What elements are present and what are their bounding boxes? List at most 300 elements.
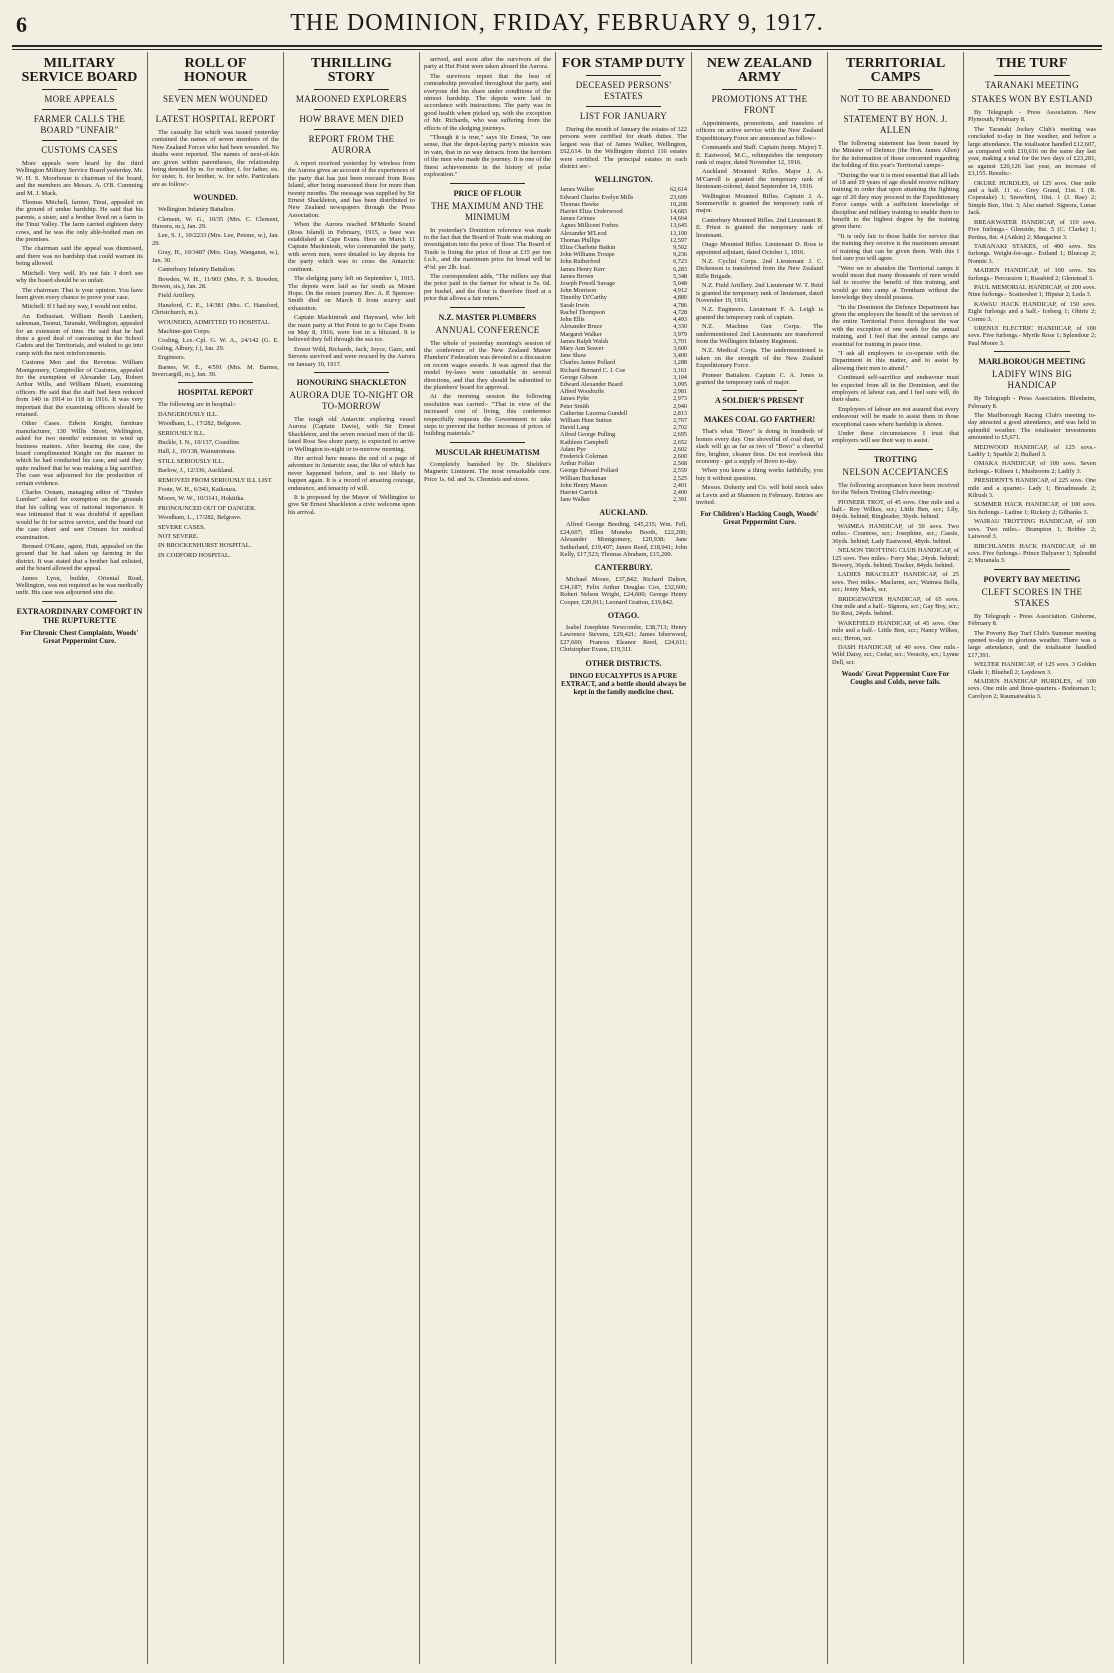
subhead: TARANAKI MEETING	[985, 80, 1079, 90]
list-item: Foote, W. H., 6/343, Kaikoura.	[158, 486, 237, 494]
estate-name: John Morrison	[560, 287, 597, 295]
estate-name: David Lang	[560, 424, 590, 432]
estate-row	[560, 273, 687, 280]
section-heading: POVERTY BAY MEETING	[983, 574, 1081, 584]
paragraph: Continued self-sacrifice and endeavour must be expected from all in the Dominion, and the employers of labour can, and I feel sure will, do their share.	[832, 374, 959, 404]
headline: TERRITORIAL CAMPS	[845, 56, 946, 85]
paragraph: The following acceptances have been received for the Nelson Trotting Club's meeting:-	[832, 481, 959, 497]
paragraph: James Lyon, builder, Oriental Road, Wellington, was not required as he was medically unfit. His case was adjourned sine die.	[16, 574, 143, 597]
list-item: Barlow, J., 12/336, Auckland.	[158, 467, 234, 475]
column-continued	[420, 52, 556, 1664]
race-result: PAUL MEMORIAL HANDICAP, of 200 sovs. Nine furlongs.- Scattershot 1; Hipstar 2; Leda 3.	[968, 283, 1096, 299]
estate-name: James Henry Kerr	[560, 265, 606, 273]
article-body	[696, 428, 823, 506]
headline: MILITARY SERVICE BOARD	[21, 56, 138, 85]
kicker: STAKES WON BY ESTLAND	[971, 94, 1093, 104]
paragraph: N.Z. Machine Gun Corps. The undermentioned 2nd Lieutenants are transferred from the Wellington Infantry Regiment.	[696, 323, 823, 345]
estate-value: 5,348	[673, 272, 687, 280]
estate-value: 3,979	[673, 330, 687, 338]
kicker: LATEST HOSPITAL REPORT	[155, 114, 276, 124]
kicker: STATEMENT BY HON. J. ALLEN	[843, 114, 948, 135]
list-item: IN BROCKENHURST HOSPITAL.	[158, 542, 252, 550]
estate-row	[560, 201, 687, 208]
estate-value: 12,597	[669, 236, 687, 244]
paragraph: N.Z. Engineers. Lieutenant F. A. Leigh is granted the temporary rank of captain.	[696, 306, 823, 321]
list-item: PRONOUNCED OUT OF DANGER.	[158, 504, 256, 512]
paragraph: Alfred George Beeding, £45,235; Wm. Fell, £24,607; Ellen Moneko Booth, £22,200; Alexander Montgomery, £20,938; Jane Sutherland, £19,407; James Reed, £18,941; John Kelly, £17,523; Thomas Abraham, £15,200.	[560, 521, 687, 558]
race-result: MAIDEN HANDICAP HURDLES, of 100 sovs. One mile and three-quarters.- Bodesman 1; Carolyon 2; Raumaiwahia 3.	[968, 677, 1096, 700]
paragraph: The survivors report that the best of comradeship prevailed throughout the party, and everyone did his share under conditions of the utmost hardship. The depots were laid in accordance with instructions. The party was in good health when picked up, with the exception of Mr. Richards, who was suffering from the effects of the sledging journeys.	[424, 72, 551, 132]
estate-name: Alexander M'Leod	[560, 229, 607, 237]
estate-value: 2,391	[673, 496, 687, 504]
paragraph: Otago Mounted Rifles. Lieutenant D. Ross is appointed adjutant, dated October 1, 1916.	[696, 241, 823, 256]
list-item: SEVERE CASES.	[158, 523, 206, 531]
estate-value: 2,813	[673, 409, 687, 417]
estate-name: Agnes Millicent Forbes	[560, 222, 619, 230]
paragraph: WAIMEA HANDICAP, of 50 sovs. Two miles.- Countess, scr.; Josephine, scr.; Cassie, 36yds. behind; Lady Eastwood, 48yds. behind.	[832, 522, 959, 545]
list-item: Bowden, W. H., 11/903 (Mrs. F. S. Bowden, Bowen, sis.), Jan. 28.	[152, 275, 279, 290]
kicker: NELSON ACCEPTANCES	[842, 466, 949, 477]
paragraph: Completely banished by Dr. Sheldon's Magnetic Liniment. The most remarkable cure. Price 1s. 6d. and 3s. Chemists and stores.	[424, 460, 551, 483]
estate-value: 2,940	[673, 402, 687, 410]
estate-value: 2,525	[673, 474, 687, 482]
estate-row	[560, 482, 687, 489]
column-stamp-duty	[556, 52, 692, 1664]
newspaper-columns	[12, 52, 1102, 1664]
estate-row	[560, 367, 687, 374]
paragraph: It is proposed by the Mayor of Wellington to give Sir Ernest Shackleton a civic welcome upon his arrival.	[288, 494, 415, 516]
estate-name: Thomas Phillips	[560, 236, 601, 244]
estate-value: 2,559	[673, 467, 687, 475]
section-heading: OTAGO.	[607, 611, 640, 621]
estate-name: James Grimes	[560, 215, 595, 223]
estate-name: Charles James Pollard	[560, 359, 615, 367]
estate-name: Peter Smith	[560, 402, 590, 410]
estate-list	[560, 186, 687, 503]
paragraph: The sledging party left on September 1, 1915. The depots were laid as far south as Mount Hope. On the return journey Rev. A. P. Spencer-Smith died on March 8 from scurvy and exhaustion.	[288, 275, 415, 312]
estate-value: 19,208	[669, 200, 687, 208]
list-item: REMOVED FROM SERIOUSLY ILL LIST.	[158, 476, 273, 484]
paragraph: Mitchell: Very well. It's not fair. I don't see why the board should be so unfair.	[16, 269, 143, 285]
paragraph: By Telegraph - Press Association. New Plymouth, February 8.	[968, 109, 1096, 124]
section-heading: WELLINGTON.	[594, 175, 653, 185]
estate-row	[560, 489, 687, 496]
column-nz-army	[692, 52, 828, 1664]
paragraph: During the month of January the estates of 322 persons were certified for death duties. The largest was that of James Walker, Wellington, £62,614. In the Wellington district 116 estates were certified. The principal estates in each district are:-	[560, 126, 687, 171]
paragraph: When you know a thing works faithfully, you buy it without question.	[696, 467, 823, 482]
column-the-turf	[964, 52, 1100, 1664]
kicker: LIST FOR JANUARY	[579, 111, 668, 121]
estate-value: 2,973	[673, 395, 687, 403]
subhead: DECEASED PERSONS' ESTATES	[575, 80, 672, 101]
estate-row	[560, 280, 687, 287]
estate-value: 2,400	[673, 488, 687, 496]
estate-value: 62,614	[669, 186, 687, 194]
estate-row	[560, 338, 687, 345]
section-heading: WOUNDED.	[193, 193, 238, 203]
column-thrilling-story	[284, 52, 420, 1664]
advertisement: For Children's Hacking Cough, Woods' Great Peppermint Cure.	[700, 510, 819, 527]
paragraph: In yesterday's Dominion reference was made to the fact that the Board of Trade was making an investigation into the price of flour. The Board of Trade is fixing the price of flour at £15 per ton f.o.b., and the maximum price for bread will be 4½d. per 2lb. loaf.	[424, 226, 551, 271]
list-item: Wellington Infantry Battalion.	[158, 206, 236, 214]
race-result: BIRCHLANDS HACK HANDICAP, of 80 sovs. Five furlongs.- Prince Dalyaver 1; Splendid 2; Muranala 3.	[968, 542, 1096, 565]
article-body	[424, 340, 551, 438]
estate-value: 2,401	[673, 481, 687, 489]
paragraph: Pioneer Battalion. Captain C. A. Jones is granted the temporary rank of major.	[696, 371, 823, 386]
estate-row	[560, 251, 687, 258]
race-result: By Telegraph - Press Association. Gisborne, February 8.	[968, 612, 1096, 628]
paragraph: arrived, and soon after the survivors of the party at Hut Point were taken aboard the Aurora.	[424, 56, 551, 71]
column-military-service	[12, 52, 148, 1664]
estate-row	[560, 331, 687, 338]
estate-name: James Ralph Walsh	[560, 337, 609, 345]
list-item: Woodham, L., 17/282, Belgrave.	[158, 514, 242, 522]
paragraph: More appeals were heard by the third Wellington Military Service Board yesterday. Mr. W. H. S. Moorhouse is chairman of the board, and the members are Messrs. A. O'B. Cumming and M. J. Mack.	[16, 160, 143, 197]
paragraph: N.Z. Cyclist Corps. 2nd Lieutenant J. C. Dickenson is transferred from the New Zealand Rifle Brigade.	[696, 257, 823, 280]
advertisement	[424, 461, 551, 483]
subhead: MORE APPEALS	[44, 94, 115, 104]
estate-name: John Ellis	[560, 316, 585, 324]
estate-name: George Gibson	[560, 373, 598, 381]
estate-name: Harriet Carrick	[560, 488, 598, 496]
estate-name: Joseph Powell Savage	[560, 280, 615, 288]
race-result: WAIRAU TROTTING HANDICAP, of 100 sovs. Two miles.- Brampton 1; Bobbie 2; Laiwood 3.	[968, 518, 1096, 541]
estate-value: 23,699	[669, 193, 687, 201]
estate-row	[560, 287, 687, 294]
estate-value: 2,652	[673, 438, 687, 446]
kicker: FARMER CALLS THE BOARD "UNFAIR"	[33, 114, 126, 135]
estate-name: Sarah Irwin	[560, 301, 590, 309]
estate-name: Catherine Lucerna Gundell	[560, 409, 628, 417]
race-result: PRESIDENT'S HANDICAP, of 225 sovs. One mile and a quarter.- Lady 1; Broadmeade 2; Kilrush 3.	[968, 477, 1096, 500]
estate-row	[560, 186, 687, 193]
estate-value: 13,645	[669, 222, 687, 230]
estate-row	[560, 222, 687, 229]
estate-value: 14,664	[669, 215, 687, 223]
list-item: Machine-gun Corps.	[158, 327, 211, 335]
estate-name: Kathleen Campbell	[560, 438, 608, 446]
estate-name: James Walker	[560, 186, 595, 194]
paragraph: When the Aurora reached M'Murdo Sound (Ross Island) in February, 1915, a base was established at Cape Evans. Here on March 11 Captain Mackintosh, who commanded the party, with seven men, were detailed to lay depots for the party which was to cross the Antarctic continent.	[288, 221, 415, 273]
estate-row	[560, 237, 687, 244]
estate-row	[560, 230, 687, 237]
paragraph: The chairman: That is your opinion. You have been given every chance to prove your case.	[16, 286, 143, 301]
article-body	[424, 227, 551, 303]
estate-value: 2,767	[673, 416, 687, 424]
paragraph: N.Z. Field Artillery. 2nd Lieutenant W. T. Reid is granted the temporary rank of lieutenant, dated November 19, 1916.	[696, 282, 823, 304]
paragraph: Appointments, promotions, and transfers of officers on active service with the New Zealand Expeditionary Force are announced as follow:-	[696, 120, 823, 142]
section-heading: MARLBOROUGH MEETING	[978, 357, 1086, 367]
estate-value: 2,568	[673, 460, 687, 468]
estate-row	[560, 194, 687, 201]
paragraph: Customs Men and the Revenue. William Montgomery, Comptroller of Customs, appealed for the exemption of Alexander Lay, Robert Arthur Wills, and William Bluett, examining officers. He said that the staff had been reduced from 140 in 1914 to 118 in 1916. It was very important that the examining officers should be retained.	[16, 359, 143, 418]
estate-row	[560, 309, 687, 316]
article-body	[560, 521, 687, 558]
paragraph: The correspondent adds, "The millers say that the price paid to the farmer for wheat is 5s. 6d. per bushel, and the flour is therefore fixed at a price that allows a fair return."	[424, 272, 551, 303]
estate-value: 2,600	[673, 452, 687, 460]
list-item: DANGEROUSLY ILL.	[158, 410, 219, 418]
list-item: IN CODFORD HOSPITAL.	[158, 551, 231, 559]
kicker: AURORA DUE TO-NIGHT OR TO-MORROW	[289, 389, 414, 411]
estate-row	[560, 374, 687, 381]
headline: NEW ZEALAND ARMY	[706, 56, 813, 85]
list-item: Cosling, Lce.-Cpl. G. W. A., 24/142 (G. E. Cosling, Albury, f.), Jan. 29.	[152, 337, 279, 352]
column-roll-of-honour	[148, 52, 284, 1664]
estate-row	[560, 496, 687, 503]
race-result: OMAKA HANDICAP, of 100 sovs. Seven furlongs.- Kilteen 1; Mushroom 2; Ladify 3.	[968, 460, 1096, 475]
paragraph: Messrs. Doherty and Co. will hold stock sales at Levin and at Shannon in February. Entries are invited.	[696, 484, 823, 507]
estate-name: James Brown	[560, 272, 594, 280]
estate-value: 4,330	[673, 323, 687, 331]
paragraph: That's what "Bovo" is doing in hundreds of homes every day. One shovelful of coal dust, or slack will go as far as two of "Bovo" a cheerful fire, brighter, cleaner fires. Do not overlook this economy - get a supply of Bovo to-day.	[696, 428, 823, 466]
article-body	[288, 160, 415, 368]
article-body	[560, 624, 687, 654]
section-heading: A SOLDIER'S PRESENT	[715, 396, 804, 406]
article-body	[288, 416, 415, 516]
estate-name: Richard Bernard C. J. Coe	[560, 366, 626, 374]
estate-row	[560, 439, 687, 446]
paragraph: LADIES BRACELET HANDICAP, of 25 sovs. Two miles.- Maclaren, scr.; Waimea Bella, scr.; Jenny Mack, scr.	[832, 571, 959, 594]
paragraph: "I ask all employers to co-operate with the Department in this matter, and to assist by allowing their men to attend."	[832, 349, 959, 372]
estate-row	[560, 244, 687, 251]
paragraph: "Though it is true," says Sir Ernest, "in one sense, that the depot-laying party's mission was in vain, that in no way detracts from the heroism of the men who made the journey. It is one of the finest achievements in the history of polar exploration."	[424, 134, 551, 179]
advertisement: For Chronic Chest Complaints, Woods' Great Peppermint Cure.	[20, 628, 139, 645]
headline: FOR STAMP DUTY	[561, 56, 686, 71]
paragraph: Her arrival here means the end of a page of adventure in Antarctic seas, the like of which has never happened before, and is not likely to happen again. It is a record of amazing courage, endurance, and tenacity of will.	[288, 455, 415, 492]
estate-name: Frederick Coleman	[560, 452, 608, 460]
list-item: SERIOUSLY ILL.	[158, 429, 206, 437]
race-result: SUMMER HACK HANDICAP, of 100 sovs. Six furlongs.- Ladine 1; Rickety 2; Gilbanks 3.	[968, 501, 1096, 516]
estate-value: 14,683	[669, 208, 687, 216]
estate-value: 4,728	[673, 308, 687, 316]
article-body	[152, 129, 279, 188]
list-item: Hall, J., 10/138, Wainuiomata.	[158, 448, 236, 456]
article-body	[832, 482, 959, 666]
estate-name: Edward Alexander Beard	[560, 380, 623, 388]
article-body	[832, 140, 959, 445]
headline: THRILLING STORY	[311, 56, 392, 85]
estate-value: 3,701	[673, 337, 687, 345]
advertisement: Woods' Great Peppermint Cure For Coughs and Colds, never fails.	[841, 670, 950, 687]
race-result: MAIDEN HANDICAP, of 100 sovs. Six furlongs.- Percussion 1; Ruasbird 2; Glenstead 3.	[968, 267, 1096, 282]
section-heading: OTHER DISTRICTS.	[585, 658, 662, 668]
section-heading: MUSCULAR RHEUMATISM	[435, 447, 540, 457]
subhead: SEVEN MEN WOUNDED	[163, 94, 268, 104]
estate-row	[560, 345, 687, 352]
estate-row	[560, 417, 687, 424]
estate-row	[560, 258, 687, 265]
section-heading: CUSTOMS CASES	[41, 145, 118, 155]
masthead-rule	[12, 45, 1102, 50]
estate-name: Harriet Eliza Underwood	[560, 208, 623, 216]
paragraph: Auckland Mounted Rifles. Major J. A. M'Carroll is granted the temporary rank of lieutenant-colonel, dated September 14, 1916.	[696, 168, 823, 191]
masthead	[0, 0, 1114, 50]
paragraph: The whole of yesterday morning's session of the conference of the New Zealand Master Plumbers' Federation was devoted to a discussion on recent wages awards. It was agreed that the model by-laws were unsuitable in several directions, and that they should be submitted to the plumbers' board for approval.	[424, 339, 551, 391]
race-result: URENUI ELECTRIC HANDICAP, of 100 sovs. Five furlongs.- Myrtle Rose 1; Splendour 2; Paul Moore 3.	[968, 324, 1096, 347]
list-item: Lee, S. J., 10/2233 (Mrs. Lee, Petone, w.), Jan. 29.	[152, 232, 279, 247]
estate-value: 3,161	[673, 366, 687, 374]
list-item: Engineers.	[158, 354, 186, 362]
paragraph: WAKEFIELD HANDICAP, of 45 sovs. One mile and a half.- Little Ben, scr.; Nancy Wilkes, scr.; Heron, scr.	[832, 619, 959, 642]
estate-row	[560, 359, 687, 366]
estate-name: John Rutherford	[560, 258, 601, 266]
estate-value: 5,048	[673, 280, 687, 288]
paragraph: PIONEER TROT, of 45 sovs. One mile and a half.- Roy Wilkes, scr.; Little Ben, scr.; Lily, 84yds. behind; Ringleader, 36yds. behind.	[832, 498, 959, 521]
estate-name: Thomas Hawke	[560, 200, 600, 208]
estate-row	[560, 215, 687, 222]
paragraph: DASH HANDICAP, of 40 sovs. One mile.- Wild Daisy, scr.; Cedar, scr.; Veracity, scr.; Lynne Dell, scr.	[832, 643, 959, 666]
paragraph: BRIDGEWATER HANDICAP, of 65 sovs. One mile and a half.- Signora, scr.; Gay Boy, scr.; Sir Rest, 24yds. behind.	[832, 595, 960, 618]
estate-name: William Hunt Sutton	[560, 416, 612, 424]
estate-name: Jane Walker	[560, 496, 591, 504]
paragraph: Charles Oxnam, managing editor of "Timber Lumber" asked for exemption on the grounds that his calling was of national importance. It was intimated that it was doubtful if appellant would be fit for active service, and the board cut the case short and sent Oxnam for medical examination.	[16, 489, 143, 541]
estate-row	[560, 403, 687, 410]
paragraph: "It is only fair to those liable for service that the training they receive is the maximum amount of training that can be given them. With this I feel sure you will agree.	[832, 232, 959, 263]
race-result: OKURE HURDLES, of 125 sovs. One mile and a half. 11 st.- Grey Grand, 11st. 1 (R. Copestake) 1; Snowbird, 10st. 1 (J. Rae) 2; Simple Ben, 10st. 3; Also started: Signora, Lunae Jack.	[968, 179, 1096, 217]
estate-name: Alexander Bruce	[560, 323, 603, 331]
paragraph: Wellington Mounted Rifles. Captain J. A. Sommerville is granted the temporary rank of major.	[696, 192, 823, 215]
estate-name: Rachel Thompson	[560, 308, 606, 316]
estate-value: 6,283	[673, 265, 687, 273]
section-heading: PRICE OF FLOUR	[453, 188, 522, 198]
estate-name: Mary Ann Seaver	[560, 344, 604, 352]
estate-row	[560, 302, 687, 309]
estate-value: 4,912	[673, 287, 687, 295]
paragraph: Mitchell: If I had my way, I would not enlist.	[22, 303, 138, 311]
paragraph: Bernard O'Kane, agent, Hutt, appealed on the ground that he had taken up farming in the district. It was stated that a brother had enlisted, and the board allowed the appeal.	[16, 542, 143, 573]
race-result: The Marlborough Racing Club's meeting to-day attracted a good attendance, and was held in splendid weather. The totalisator investments amounted to £5,671.	[968, 412, 1096, 442]
estate-row	[560, 395, 687, 402]
estate-row	[560, 316, 687, 323]
estate-row	[560, 475, 687, 482]
estate-value: 2,602	[673, 445, 687, 453]
estate-value: 9,236	[673, 251, 687, 259]
paragraph: "Were we to abandon the Territorial camps it would mean that many thousands of men would fail to receive the benefit of this training, and would go into camp at Trentham without the knowledge they should possess.	[832, 264, 959, 302]
paragraph: Canterbury Mounted Rifles. 2nd Lieutenant R. E. Priest is granted the temporary rank of lieutenant.	[696, 216, 823, 239]
kicker: HOW BRAVE MEN DIED	[299, 114, 404, 124]
estate-value: 4,493	[673, 316, 687, 324]
estate-value: 6,723	[673, 258, 687, 266]
estate-value: 3,104	[673, 373, 687, 381]
estate-row	[560, 453, 687, 460]
estate-value: 13,100	[669, 229, 687, 237]
list-item: Hansford, C. E., 14/381 (Mrs. C. Hansford, Christchurch, m.).	[152, 301, 279, 317]
estate-value: 3,288	[673, 359, 687, 367]
subhead: NOT TO BE ABANDONED	[840, 94, 951, 104]
section-heading: REPORT FROM THE AURORA	[308, 134, 395, 155]
list-item: Woodham, L., 17/282, Belgrave.	[158, 420, 242, 428]
subhead: THE MAXIMUM AND THE MINIMUM	[431, 200, 544, 222]
estate-name: John Williams Troupe	[560, 251, 615, 259]
estate-value: 3,095	[673, 380, 687, 388]
paragraph: The casualty list which was issued yesterday contained the names of seven members of the New Zealand Forces who had been wounded. No deaths were reported. The names of next-of-kin are given within parentheses, the relationship being denoted by m. for mother, f. for father, sis. for sister, b. for brother, w. for wife. Particulars are as follow:-	[152, 129, 279, 188]
estate-name: John Henry Mason	[560, 481, 608, 489]
section-heading: TROTTING	[873, 454, 918, 464]
estate-row	[560, 388, 687, 395]
casualty-list	[152, 206, 279, 378]
race-result: TARANAKI STAKES, of 400 sovs. Six furlongs. Weight-for-age.- Estland 1; Bluecap 2; Nonnie 3.	[968, 242, 1096, 265]
paragraph: Thomas Mitchell, farmer, Tinui, appealed on the ground of undue hardship. He said that his parents, a sister, and a brother lived on a farm in the Tinui Valley. The farm carried eighteen dairy cows, and he was the only able-bodied man on the premises.	[16, 199, 143, 244]
estate-name: Margaret Walker	[560, 330, 602, 338]
paragraph: "During the war it is most essential that all lads of 18 and 19 years of age should receive military training in order that upon attaining the fighting age of 20 they may proceed to the Expeditionary Force camps with a sufficient knowledge of discipline and military training to enable them to benefit to the highest degree by the training given there.	[832, 171, 959, 231]
estate-name: William Buchanan	[560, 474, 607, 482]
article-body	[560, 576, 687, 606]
list-item: WOUNDED, ADMITTED TO HOSPITAL.	[158, 318, 271, 326]
estate-row	[560, 266, 687, 273]
paragraph: The Taranaki Jockey Club's meeting was concluded to-day in fine weather, and before a large attendance. The totalisator handled £12,607, as compared with £10,616 on the same day last year, making a total for the two days of £23,281, as against £20,126 last year, an increase of £3,155. Results:-	[968, 125, 1096, 178]
estate-value: 2,695	[673, 431, 687, 439]
article-body	[560, 126, 687, 170]
paragraph: Employers of labour are not assured that every endeavour will be made to assist them in those exceptional cases where hardship is shown.	[832, 405, 959, 428]
list-item: NOT SEVERE.	[158, 533, 199, 541]
estate-name: Alfred Woodruffe	[560, 388, 605, 396]
race-result: By Telegraph - Press Association. Blenheim, February 8.	[968, 395, 1096, 410]
paragraph: Other Cases. Edwin Knight, furniture manufacturer, 130 Willis Street, Wellington, asked for two months' extension to wind up business matters. After hearing the case, the board complimented Knight on the manner in which he had conducted his case, and said they quite realised that he was making a big sacrifice. The case was adjourned for the production of certain evidence.	[16, 420, 143, 487]
race-result: BREAKWATER HANDICAP, of 110 sovs. Five furlongs.- Glenside, 8st. 5 (C. Clarke) 1; Pertina, 8st. 4 (Aitkin) 2; Mangarine 3.	[968, 218, 1096, 241]
paragraph: Captain Mackintosh and Hayward, who left the main party at Hut Point to go to Cape Evans on May 8, 1916, were lost in a blizzard. It is believed they fell through the sea ice.	[288, 314, 415, 344]
race-result: The Poverty Bay Turf Club's Summer meeting opened to-day in glorious weather. There was a large attendance, and the totalisator handled £17,391.	[968, 629, 1096, 659]
estate-row	[560, 294, 687, 301]
list-item: Canterbury Infantry Battalion.	[158, 266, 236, 274]
race-result: KAWAU HACK HANDICAP, of 150 sovs. Eight furlongs and a half.- Iceberg 1; Ohirie 2; Cormo 3.	[968, 300, 1096, 323]
estate-value: 2,702	[673, 424, 687, 432]
paragraph: At the morning session the following resolution was carried:- "That in view of the increased cost of living, this conference respectfully requests the Government to take steps to prevent the further increase of prices of building materials."	[424, 393, 551, 438]
page-number: 6	[16, 12, 27, 37]
paragraph: "In the Dominion the Defence Department has given the employers the benefit of the services of the entire Territorial Force throughout the war with the exception of one week for the annual training, and I feel that the annual camps are essential for training in peace time.	[832, 303, 959, 348]
paragraph: The following statement has been issued by the Minister of Defence (the Hon. James Allen) for the information of those concerned regarding the holding of this year's Territorial camps:-	[832, 140, 959, 170]
section-heading: AUCKLAND.	[599, 508, 648, 518]
estate-name: James Pyke	[560, 395, 590, 403]
estate-row	[560, 208, 687, 215]
section-heading: CANTERBURY.	[594, 563, 653, 573]
estate-value: 4,786	[673, 301, 687, 309]
list-item: Buckle, I. N., 10/137, Coastline.	[158, 439, 241, 446]
paragraph: A report received yesterday by wireless from the Aurora gives an account of the experiences of the party that has just been rescued from Ross Island, after being marooned there for more than twenty months. The message was supplied by Sir Ernest Shackleton, and has been distributed to New Zealand newspapers through the Press Association.	[288, 160, 415, 219]
estate-name: Timothy Di'Carthy	[560, 294, 607, 302]
estate-name: Arthur Follair	[560, 460, 595, 468]
section-heading: HONOURING SHACKLETON	[296, 377, 407, 387]
list-item: STILL SERIOUSLY ILL.	[158, 457, 225, 465]
race-result: WELTER HANDICAP, of 125 sovs. 3 Golden Glade 1; Bluebell 2; Laydown 3.	[968, 661, 1096, 676]
estate-value: 3,400	[673, 352, 687, 360]
section-heading: MAKES COAL GO FARTHER!	[703, 415, 816, 425]
list-item: Moore, W. W., 10/3141, Hokitika.	[158, 495, 245, 503]
paragraph: Isabel Josephine Newcombe, £38,713; Henry Lawrence Stevens, £29,421; James Isherwood, £27,600; Frances Eleanor Reed, £24,611; Christopher Evans, £19,311.	[560, 624, 687, 654]
list-item: Clement, W. G., 10/35 (Mrs. C. Clement, Hawera, m.), Jan. 29.	[152, 215, 279, 231]
list-item: Field Artillery.	[158, 292, 196, 300]
article-body	[968, 395, 1096, 565]
kicker: CLEFT SCORES IN THE STAKES	[981, 586, 1083, 608]
article-body	[696, 120, 823, 386]
paragraph: The chairman said the appeal was dismissed, and there was no hardship that could warrant its being allowed.	[16, 245, 143, 268]
estate-value: 4,880	[673, 294, 687, 302]
paragraph: Ernest Wild, Richards, Jack, Joyce, Gaze, and Stevens survived and were rescued by the Aurora on January 10, 1917.	[288, 345, 415, 368]
estate-name: George Edward Pollard	[560, 467, 619, 475]
paragraph: An Enthusiast. William Booth Lambert, salesman, Taonui, Taranaki, Wellington, appealed for an extension of time. He said that he had done a good deal of canvassing in the School Cadets and the Territorials, and wished to go into camp with the next reinforcements.	[16, 312, 143, 357]
paragraph: NELSON TROTTING CLUB HANDICAP, of 125 sovs. Two miles.- Ferry Mac, 24yds. behind; Bowery, 36yds. behind; Tracker, 84yds. behind.	[832, 547, 959, 569]
subhead: PROMOTIONS AT THE FRONT	[711, 94, 808, 115]
paragraph: Under these circumstances I trust that employers will see their way to assist.	[832, 430, 959, 445]
kicker: LADIFY WINS BIG HANDICAP	[992, 369, 1072, 391]
newspaper-title: THE DOMINION, FRIDAY, FEBRUARY 9, 1917.	[290, 10, 824, 36]
paragraph: N.Z. Medical Corps. The undermentioned is taken on the strength of the New Zealand Expeditionary Force.	[696, 347, 823, 370]
estate-row	[560, 410, 687, 417]
estate-name: Adam Pye	[560, 445, 586, 453]
subhead: ANNUAL CONFERENCE	[435, 324, 540, 335]
article-body	[424, 56, 551, 179]
estate-row	[560, 352, 687, 359]
estate-row	[560, 467, 687, 474]
